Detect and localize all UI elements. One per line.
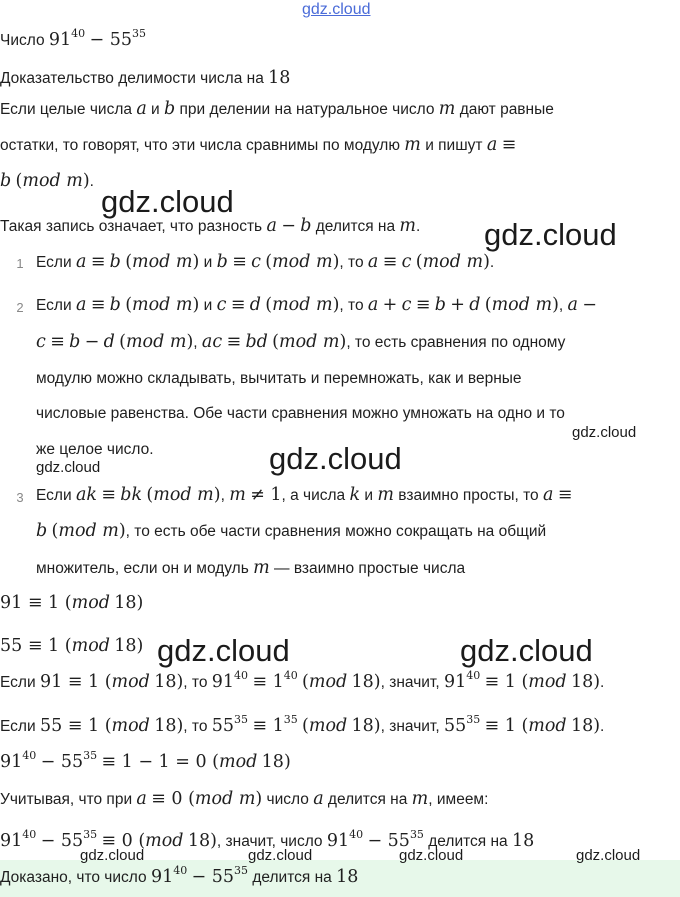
watermark: gdz.cloud: [576, 847, 641, 864]
watermark: gdz.cloud: [248, 847, 313, 864]
list-item-2-line-5: же целое число.: [36, 441, 154, 458]
intro-line-2: остатки, то говорят, что эти числа сравнимы по модулю m и пишут a ≡: [0, 135, 517, 155]
step-2: 55 ≡ 1 (mod 18): [0, 636, 144, 656]
watermark: gdz.cloud: [460, 633, 593, 668]
list-number-3: 3: [16, 490, 24, 505]
watermark: gdz.cloud: [36, 459, 101, 476]
watermark: gdz.cloud: [80, 847, 145, 864]
list-item-3-line-3: множитель, если он и модуль m — взаимно простые числа: [36, 558, 466, 578]
watermark: gdz.cloud: [157, 633, 290, 668]
step-7: $91^{40} - 55^{35} \equiv 0$ (mod 18), значит, число $91^{40} - 55^{35}$ делится на 18: [0, 828, 535, 851]
list-item-1: Если a ≡ b (mod m) и b ≡ c (mod m), то a ≡ c (mod m).: [36, 252, 495, 272]
list-item-2-line-2: c ≡ b − d (mod m), ac ≡ bd (mod m), то есть сравнения по одному: [36, 332, 566, 352]
watermark: gdz.cloud: [101, 184, 234, 219]
watermark: gdz.cloud: [269, 441, 402, 476]
list-number-1: 1: [16, 256, 24, 271]
list-item-2-line-4: числовые равенства. Обе части сравнения можно умножать на одно и то: [36, 405, 565, 422]
page-title: Число $91^{40} - 55^{35}$: [0, 27, 146, 50]
step-3: Если 91 ≡ 1 (mod 18), то $91^{40} \equiv 1^{40}$ (mod 18), значит, $91^{40} \equiv 1$ (mod 18).: [0, 669, 605, 692]
list-number-2: 2: [16, 300, 24, 315]
list-item-3-line-2: b (mod m), то есть обе части сравнения можно сокращать на общий: [36, 521, 547, 541]
watermark: gdz.cloud: [484, 217, 617, 252]
list-item-2-line-1: Если a ≡ b (mod m) и c ≡ d (mod m), то a + c ≡ b + d (mod m), a −: [36, 295, 597, 315]
list-item-3-line-1: Если ak ≡ bk (mod m), m ≠ 1, а числа k и m взаимно просты, то a ≡: [36, 485, 573, 505]
intro-line-3: b (mod m).: [0, 171, 94, 191]
watermark: gdz.cloud: [572, 424, 637, 441]
intro-line-1: Если целые числа a и b при делении на натуральное число m дают равные: [0, 99, 554, 119]
site-link[interactable]: gdz.cloud: [302, 1, 371, 18]
list-item-2-line-3: модулю можно складывать, вычитать и перемножать, как и верные: [36, 370, 522, 387]
conclusion-text: Доказано, что число $91^{40} - 55^{35}$ делится на 18: [0, 864, 359, 887]
step-4: Если 55 ≡ 1 (mod 18), то $55^{35} \equiv 1^{35}$ (mod 18), значит, $55^{35} \equiv 1$ (mod 18).: [0, 713, 605, 736]
step-1: 91 ≡ 1 (mod 18): [0, 593, 144, 613]
step-5: $91^{40} - 55^{35} \equiv 1 - 1 = 0$ (mod 18): [0, 749, 291, 772]
intro-line-4: Такая запись означает, что разность a − b делится на m.: [0, 216, 421, 236]
watermark: gdz.cloud: [399, 847, 464, 864]
section-heading: Доказательство делимости числа на 18: [0, 68, 291, 88]
step-6: Учитывая, что при a ≡ 0 (mod m) число a делится на m, имеем:: [0, 789, 489, 809]
